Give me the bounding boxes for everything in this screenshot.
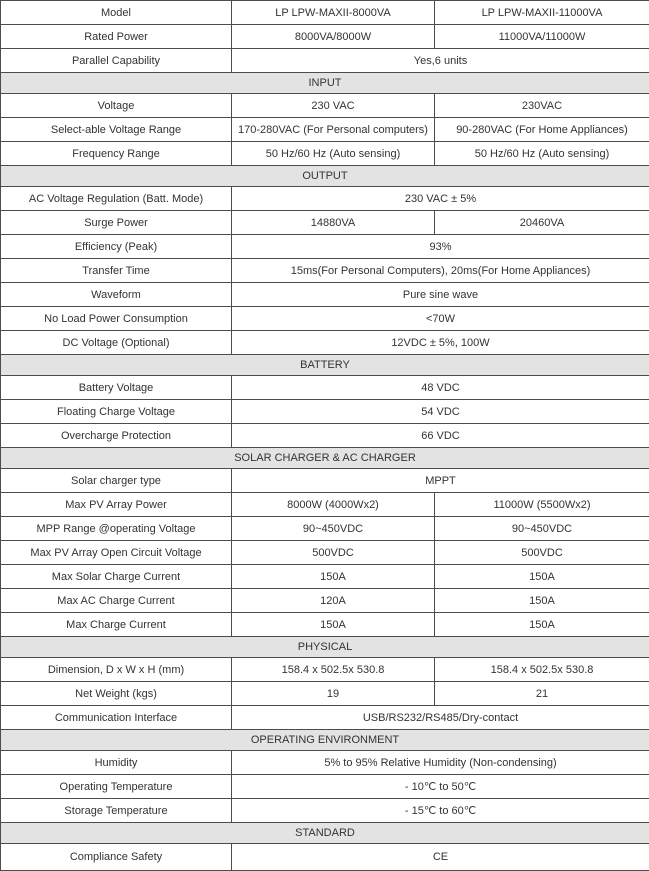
row-value: Yes,6 units — [232, 49, 649, 73]
section-header-row — [1, 166, 649, 187]
row-label: Solar charger type — [1, 469, 232, 493]
row-value-1: LP LPW-MAXII-8000VA — [232, 1, 435, 25]
row-label: Compliance Safety — [1, 844, 232, 871]
table-row — [1, 376, 649, 400]
row-value-2: 50 Hz/60 Hz (Auto sensing) — [435, 142, 649, 166]
row-value-2: 90~450VDC — [435, 517, 649, 541]
table-row — [1, 706, 649, 730]
row-value: 54 VDC — [232, 400, 649, 424]
section-title: INPUT — [1, 73, 649, 94]
row-value: USB/RS232/RS485/Dry-contact — [232, 706, 649, 730]
row-value-1: 150A — [232, 613, 435, 637]
row-value-1: 170-280VAC (For Personal computers) — [232, 118, 435, 142]
section-header-row — [1, 448, 649, 469]
row-value-1: 500VDC — [232, 541, 435, 565]
table-row — [1, 307, 649, 331]
section-header-row — [1, 637, 649, 658]
row-value: 5% to 95% Relative Humidity (Non-condensing) — [232, 751, 649, 775]
row-value-2: 150A — [435, 565, 649, 589]
row-label: Dimension, D x W x H (mm) — [1, 658, 232, 682]
table-row — [1, 1, 649, 25]
row-value-2: 500VDC — [435, 541, 649, 565]
row-label: Battery Voltage — [1, 376, 232, 400]
row-label: Overcharge Protection — [1, 424, 232, 448]
section-title: SOLAR CHARGER & AC CHARGER — [1, 448, 649, 469]
table-row — [1, 118, 649, 142]
table-row — [1, 259, 649, 283]
section-title: OUTPUT — [1, 166, 649, 187]
row-label: Max AC Charge Current — [1, 589, 232, 613]
row-value-2: 20460VA — [435, 211, 649, 235]
table-row — [1, 211, 649, 235]
table-row — [1, 613, 649, 637]
row-label: Transfer Time — [1, 259, 232, 283]
row-value-1: 230 VAC — [232, 94, 435, 118]
section-header-row — [1, 355, 649, 376]
row-value-1: 158.4 x 502.5x 530.8 — [232, 658, 435, 682]
row-label: Frequency Range — [1, 142, 232, 166]
row-label: Communication Interface — [1, 706, 232, 730]
row-value-1: 8000W (4000Wx2) — [232, 493, 435, 517]
row-value-2: 150A — [435, 589, 649, 613]
row-label: Model — [1, 1, 232, 25]
table-row — [1, 751, 649, 775]
row-value-2: 11000VA/11000W — [435, 25, 649, 49]
table-row — [1, 517, 649, 541]
table-row — [1, 682, 649, 706]
row-value: - 10℃ to 50℃ — [232, 775, 649, 799]
row-value-1: 19 — [232, 682, 435, 706]
table-row — [1, 142, 649, 166]
table-row — [1, 493, 649, 517]
row-value-2: LP LPW-MAXII-11000VA — [435, 1, 649, 25]
row-label: DC Voltage (Optional) — [1, 331, 232, 355]
row-value-1: 90~450VDC — [232, 517, 435, 541]
row-value: MPPT — [232, 469, 649, 493]
table-row — [1, 799, 649, 823]
row-label: AC Voltage Regulation (Batt. Mode) — [1, 187, 232, 211]
row-value: 12VDC ± 5%, 100W — [232, 331, 649, 355]
row-value: Pure sine wave — [232, 283, 649, 307]
row-value: 48 VDC — [232, 376, 649, 400]
row-label: Voltage — [1, 94, 232, 118]
section-title: BATTERY — [1, 355, 649, 376]
table-row — [1, 844, 649, 871]
row-label: Select-able Voltage Range — [1, 118, 232, 142]
table-row — [1, 283, 649, 307]
table-row — [1, 469, 649, 493]
row-value: <70W — [232, 307, 649, 331]
table-row — [1, 589, 649, 613]
section-title: OPERATING ENVIRONMENT — [1, 730, 649, 751]
section-title: STANDARD — [1, 823, 649, 844]
row-label: Efficiency (Peak) — [1, 235, 232, 259]
row-value-2: 90-280VAC (For Home Appliances) — [435, 118, 649, 142]
row-value-2: 21 — [435, 682, 649, 706]
table-row — [1, 49, 649, 73]
table-row — [1, 541, 649, 565]
row-value-2: 150A — [435, 613, 649, 637]
table-row — [1, 25, 649, 49]
row-label: MPP Range @operating Voltage — [1, 517, 232, 541]
row-label: Operating Temperature — [1, 775, 232, 799]
section-header-row — [1, 73, 649, 94]
row-value-1: 8000VA/8000W — [232, 25, 435, 49]
table-row — [1, 187, 649, 211]
row-label: Max Solar Charge Current — [1, 565, 232, 589]
table-row — [1, 94, 649, 118]
row-value: CE — [232, 844, 649, 871]
row-value-1: 150A — [232, 565, 435, 589]
row-label: Rated Power — [1, 25, 232, 49]
row-label: Max Charge Current — [1, 613, 232, 637]
row-label: Floating Charge Voltage — [1, 400, 232, 424]
row-label: Humidity — [1, 751, 232, 775]
row-value-2: 11000W (5500Wx2) — [435, 493, 649, 517]
table-row — [1, 400, 649, 424]
table-row — [1, 331, 649, 355]
row-value: 93% — [232, 235, 649, 259]
table-row — [1, 658, 649, 682]
section-header-row — [1, 823, 649, 844]
table-row — [1, 424, 649, 448]
row-value: 66 VDC — [232, 424, 649, 448]
row-value-1: 120A — [232, 589, 435, 613]
row-label: Storage Temperature — [1, 799, 232, 823]
table-row — [1, 235, 649, 259]
row-value: 15ms(For Personal Computers), 20ms(For Home Appliances) — [232, 259, 649, 283]
row-label: Waveform — [1, 283, 232, 307]
table-row — [1, 775, 649, 799]
row-label: Max PV Array Open Circuit Voltage — [1, 541, 232, 565]
row-value-1: 14880VA — [232, 211, 435, 235]
row-label: Net Weight (kgs) — [1, 682, 232, 706]
row-label: Parallel Capability — [1, 49, 232, 73]
section-header-row — [1, 730, 649, 751]
row-value-2: 230VAC — [435, 94, 649, 118]
table-row — [1, 565, 649, 589]
row-label: Max PV Array Power — [1, 493, 232, 517]
section-title: PHYSICAL — [1, 637, 649, 658]
row-label: No Load Power Consumption — [1, 307, 232, 331]
row-value: 230 VAC ± 5% — [232, 187, 649, 211]
row-value-1: 50 Hz/60 Hz (Auto sensing) — [232, 142, 435, 166]
row-value-2: 158.4 x 502.5x 530.8 — [435, 658, 649, 682]
row-label: Surge Power — [1, 211, 232, 235]
row-value: - 15℃ to 60℃ — [232, 799, 649, 823]
